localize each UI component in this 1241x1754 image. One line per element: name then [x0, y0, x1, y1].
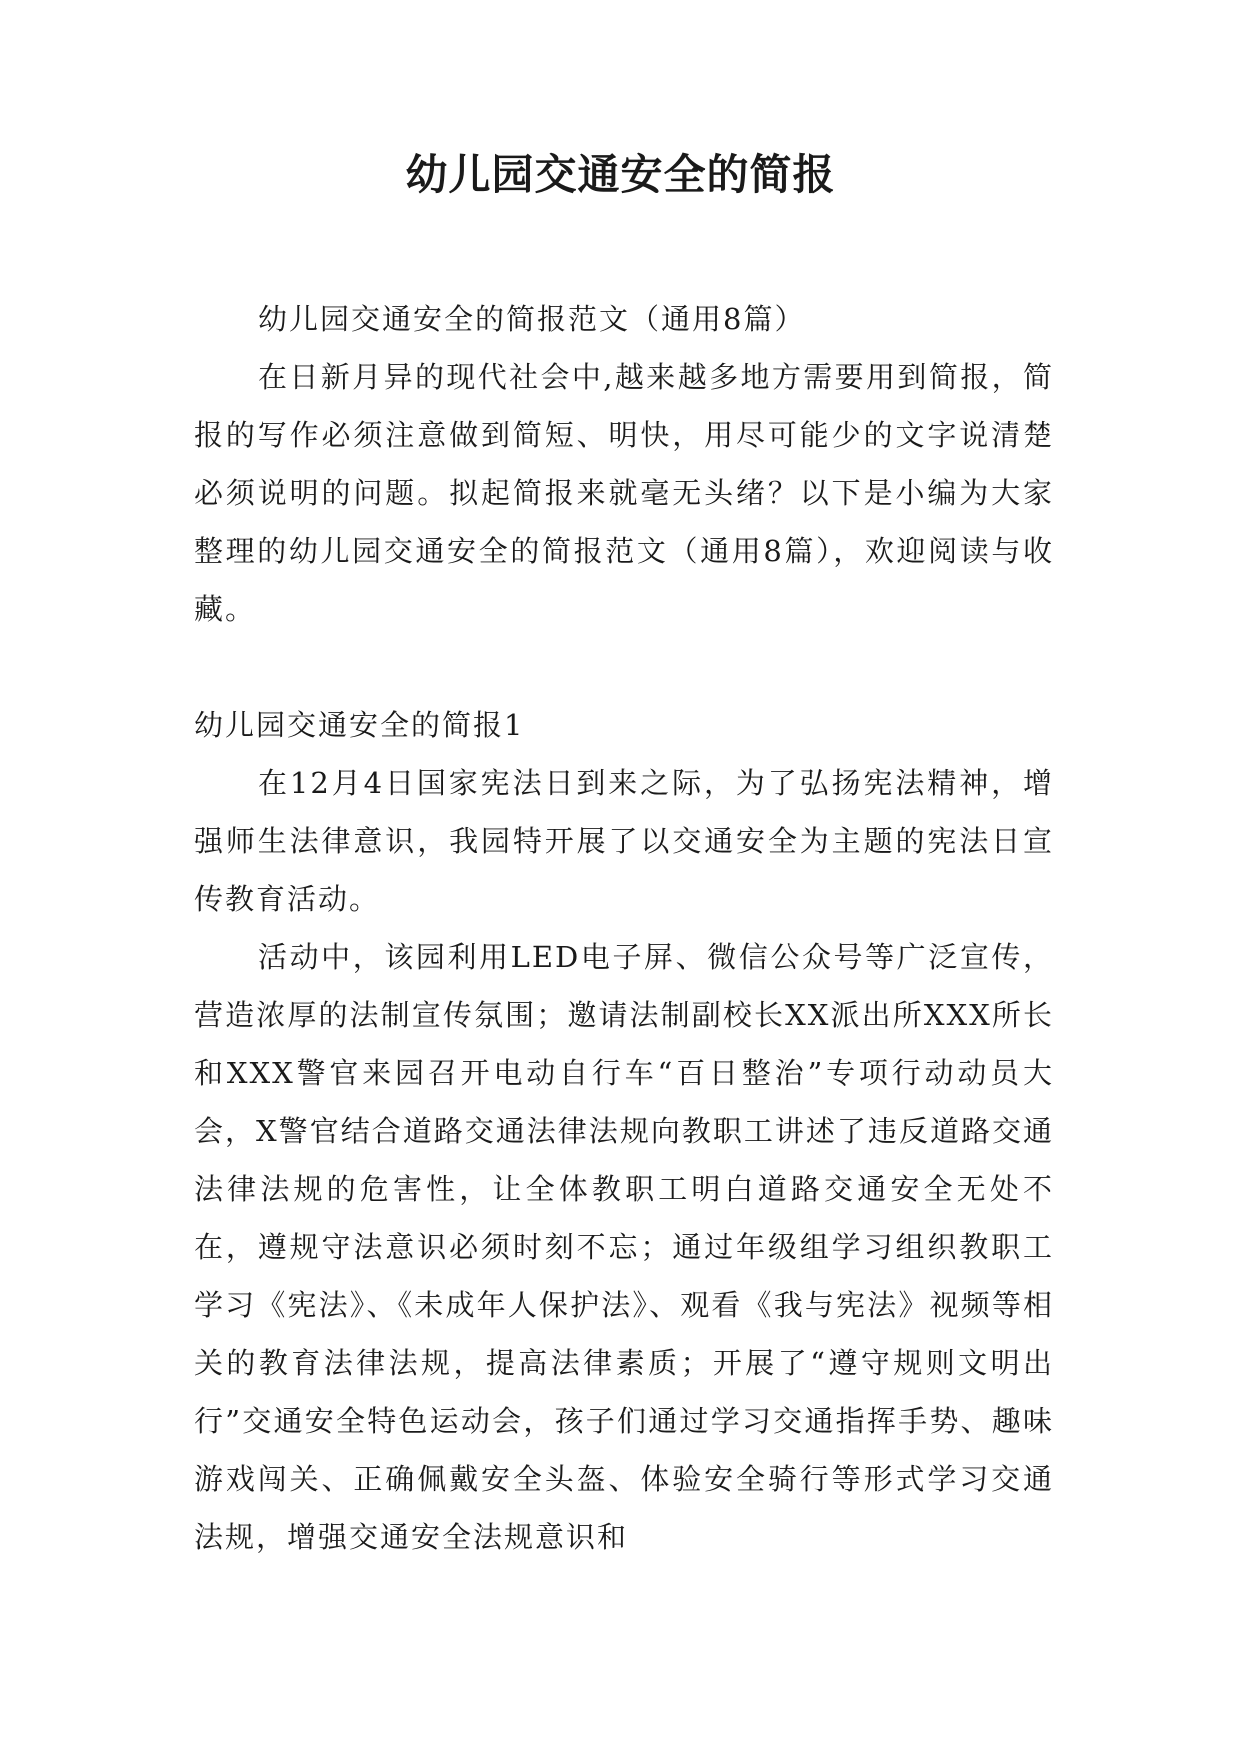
document-subtitle: 幼儿园交通安全的简报范文（通用8篇）: [258, 302, 806, 336]
document-title: 幼儿园交通安全的简报: [405, 150, 836, 199]
document-body: [194, 290, 1054, 1566]
body-paragraph: 活动中，该园利用LED电子屏、微信公众号等广泛宣传，营造浓厚的法制宣传氛围；邀请法制副校长XX派出所XXX所长和XXX警官来园召开电动自行车“百日整治”专项行动动员大会，X警官结合道路交通法律法规向教职工讲述了违反道路交通法律法规的危害性，让全体教职工明白道路交通安全无处不在，遵规守法意识必须时刻不忘；通过年级组学习组织教职工学习《宪法》、《未成年人保护法》、观看《我与宪法》视频等相关的教育法律法规，提高法律素质；开展了“遵守规则文明出行”交通安全特色运动会，孩子们通过学习交通指挥手势、趣味游戏闯关、正确佩戴安全头盔、体验安全骑行等形式学习交通法规，增强交通安全法规意识和: [194, 940, 1054, 1554]
body-paragraph: 在12月4日国家宪法日到来之际，为了弘扬宪法精神，增强师生法律意识，我园特开展了以交通安全为主题的宪法日宣传教育活动。: [194, 766, 1054, 916]
section-spacer: [194, 638, 1054, 696]
intro-paragraph: 在日新月异的现代社会中,越来越多地方需要用到简报，简报的写作必须注意做到简短、明快，用尽可能少的文字说清楚必须说明的问题。拟起简报来就毫无头绪？以下是小编为大家整理的幼儿园交通安全的简报范文（通用8篇），欢迎阅读与收藏。: [194, 360, 1054, 626]
section-heading: 幼儿园交通安全的简报1: [194, 708, 525, 742]
